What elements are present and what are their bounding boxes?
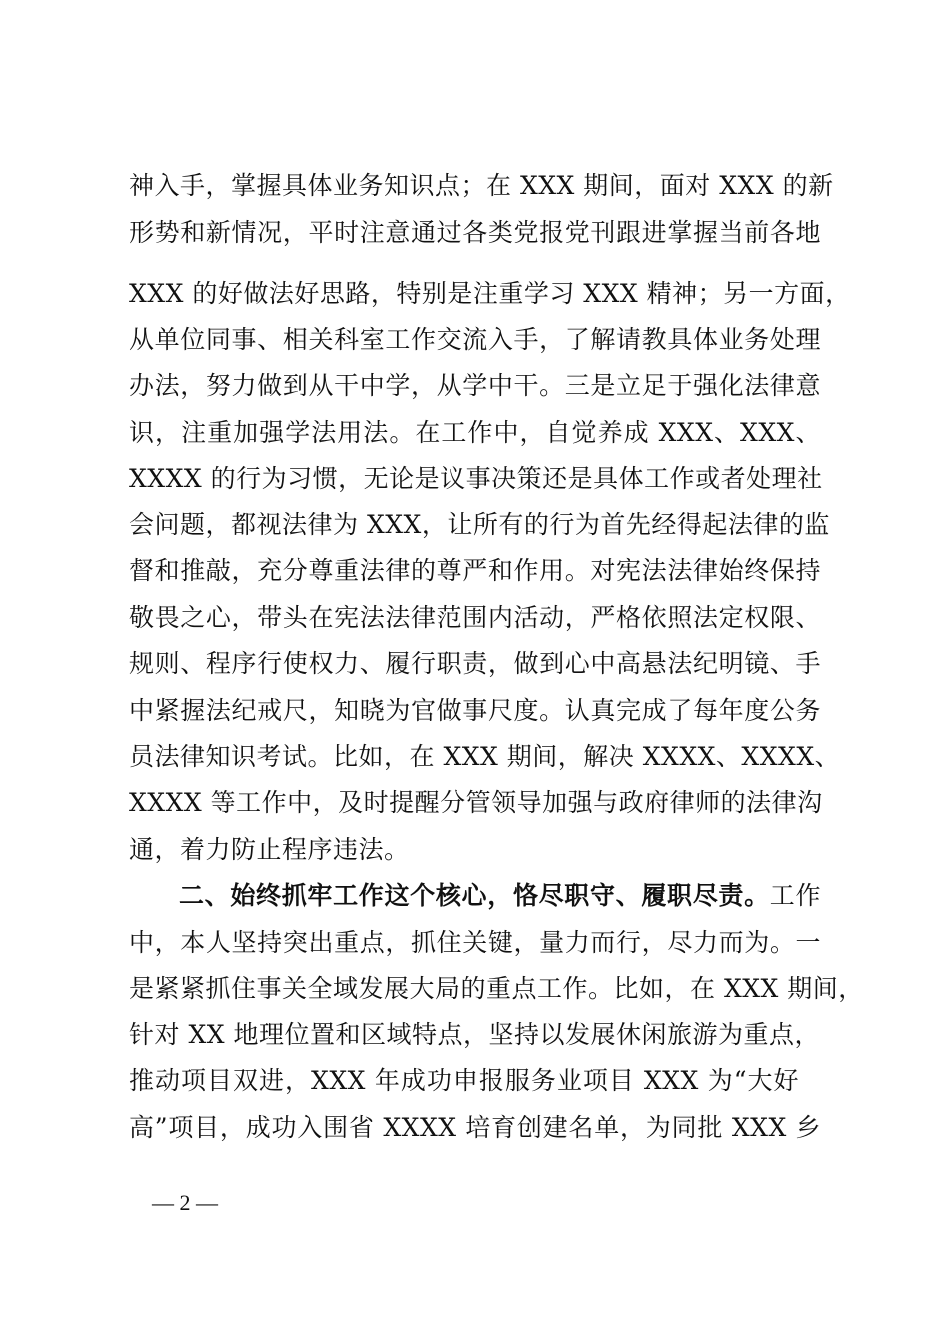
body-text-line: 推动项目双进，XXX 年成功申报服务业项目 XXX 为“大好: [129, 1066, 799, 1095]
body-text-line: 通，着力防止程序违法。: [129, 835, 410, 864]
section-heading-line: [179, 879, 821, 913]
body-text-line: 针对 XX 地理位置和区域特点，坚持以发展休闲旅游为重点，: [129, 1020, 820, 1049]
body-text-line: 中，本人坚持突出重点，抓住关键，量力而行，尽力而为。一: [129, 928, 821, 957]
body-text-line: 员法律知识考试。比如，在 XXX 期间，解决 XXXX、XXXX、: [129, 742, 841, 771]
heading-continuation: 工作: [769, 881, 821, 910]
body-text-line: XXXX 的行为习惯，无论是议事决策还是具体工作或者处理社: [129, 464, 823, 493]
page-number: — 2 —: [152, 1190, 218, 1215]
body-text-line: 中紧握法纪戒尺，知晓为官做事尺度。认真完成了每年度公务: [129, 696, 821, 725]
body-text-line: 规则、程序行使权力、履行职责，做到心中高悬法纪明镜、手: [129, 649, 821, 678]
body-text-line: 形势和新情况，平时注意通过各类党报党刊跟进掌握当前各地: [129, 218, 821, 247]
body-text-line: 办法，努力做到从干中学，从学中干。三是立足于强化法律意: [129, 371, 821, 400]
body-text-line: 督和推敲，充分尊重法律的尊严和作用。对宪法法律始终保持: [129, 556, 821, 585]
body-text-line: 神入手，掌握具体业务知识点；在 XXX 期间，面对 XXX 的新: [129, 171, 834, 200]
body-text-line: 高”项目，成功入围省 XXXX 培育创建名单，为同批 XXX 乡: [129, 1113, 821, 1142]
body-text-line: XXX 的好做法好思路，特别是注重学习 XXX 精神；另一方面，: [129, 279, 851, 308]
body-text-line: 是紧紧抓住事关全域发展大局的重点工作。比如，在 XXX 期间，: [129, 974, 864, 1003]
body-text-line: 从单位同事、相关科室工作交流入手，了解请教具体业务处理: [129, 325, 821, 354]
body-text-line: 敬畏之心，带头在宪法法律范围内活动，严格依照法定权限、: [129, 603, 821, 632]
body-text-line: XXXX 等工作中，及时提醒分管领导加强与政府律师的法律沟: [129, 788, 823, 817]
body-text-line: 会问题，都视法律为 XXX，让所有的行为首先经得起法律的监: [129, 510, 830, 539]
section-heading: 二、始终抓牢工作这个核心，恪尽职守、履职尽责。: [179, 881, 770, 910]
body-text-line: 识，注重加强学法用法。在工作中，自觉养成 XXX、XXX、: [129, 418, 821, 447]
